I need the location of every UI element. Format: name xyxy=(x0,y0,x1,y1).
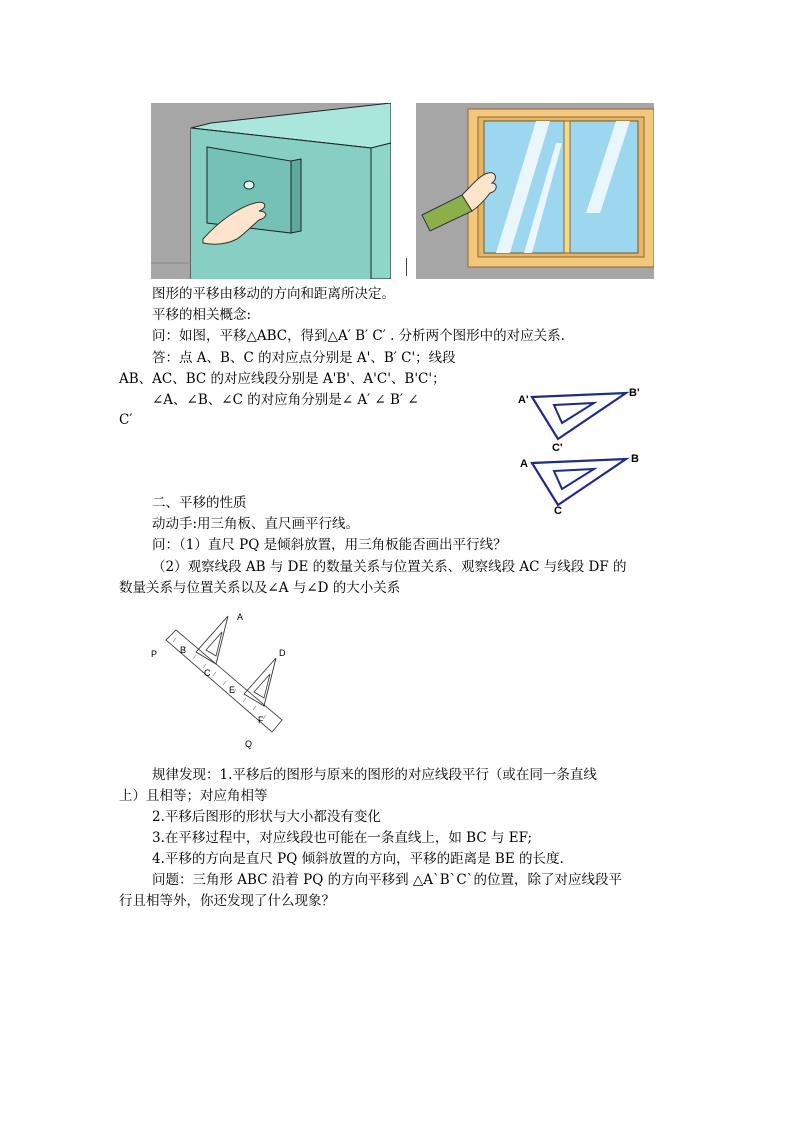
label-e: E xyxy=(229,685,236,695)
label-b: B xyxy=(180,645,187,655)
answer-line-2: AB、AC、BC 的对应线段分别是 A'B'、A'C'、B'C'； xyxy=(119,371,446,387)
ruler-triangle-figure xyxy=(146,608,296,750)
label-c: C xyxy=(554,505,562,515)
question-2-line-1: （2）观察线段 AB 与 DE 的数量关系与位置关系、观察线段 AC 与线段 DF 的 xyxy=(152,559,627,575)
drawer-illustration xyxy=(151,103,391,279)
label-a: A xyxy=(520,458,528,470)
answer-line-1: 答：点 A、B、C 的对应点分别是 A'、B′ C'；线段 xyxy=(152,350,456,366)
divider xyxy=(406,258,407,276)
rule-1-line-2: 上）且相等；对应角相等 xyxy=(119,788,268,804)
rule-4: 4.平移的方向是直尺 PQ 倾斜放置的方向，平移的距离是 BE 的长度. xyxy=(152,851,564,867)
answer-line-4: C′ xyxy=(119,412,133,428)
label-a: A xyxy=(237,612,244,622)
label-q: Q xyxy=(245,739,253,749)
label-p: P xyxy=(151,649,158,659)
window-illustration xyxy=(416,103,654,279)
label-a-prime: A' xyxy=(518,394,529,406)
label-f: F xyxy=(258,715,264,725)
label-d: D xyxy=(279,648,286,658)
translated-triangles-figure xyxy=(514,383,664,515)
translation-definition: 图形的平移由移动的方向和距离所决定。 xyxy=(152,286,395,302)
activity-text: 动动手:用三角板、直尺画平行线。 xyxy=(152,516,360,532)
rule-1-line-1: 规律发现：1.平移后的图形与原来的图形的对应线段平行（或在同一条直线 xyxy=(152,767,597,783)
section-heading: 二、平移的性质 xyxy=(152,495,247,511)
rule-3: 3.在平移过程中，对应线段也可能在一条直线上，如 BC 与 EF; xyxy=(152,830,533,846)
question-2-line-2: 数量关系与位置关系以及∠A 与∠D 的大小关系 xyxy=(119,580,401,596)
label-c: C xyxy=(204,668,211,678)
label-b: B xyxy=(631,453,639,465)
question-text: 问：如图，平移△ABC，得到△A′ B′ C′ . 分析两个图形中的对应关系. xyxy=(152,328,565,344)
problem-line-2: 行且相等外，你还发现了什么现象？ xyxy=(119,893,335,909)
problem-line-1: 问题：三角形 ABC 沿着 PQ 的方向平移到 △A`B`C`的位置，除了对应线段平 xyxy=(152,872,622,888)
rule-2: 2.平移后图形的形状与大小都没有变化 xyxy=(152,809,381,825)
label-c-prime: C' xyxy=(552,442,563,454)
answer-line-3: ∠A、∠B、∠C 的对应角分别是∠ A′ ∠ B′ ∠ xyxy=(152,392,419,408)
concepts-heading: 平移的相关概念: xyxy=(152,307,252,323)
question-1: 问：（1）直尺 PQ 是倾斜放置，用三角板能否画出平行线？ xyxy=(152,537,507,553)
label-b-prime: B' xyxy=(629,387,640,399)
